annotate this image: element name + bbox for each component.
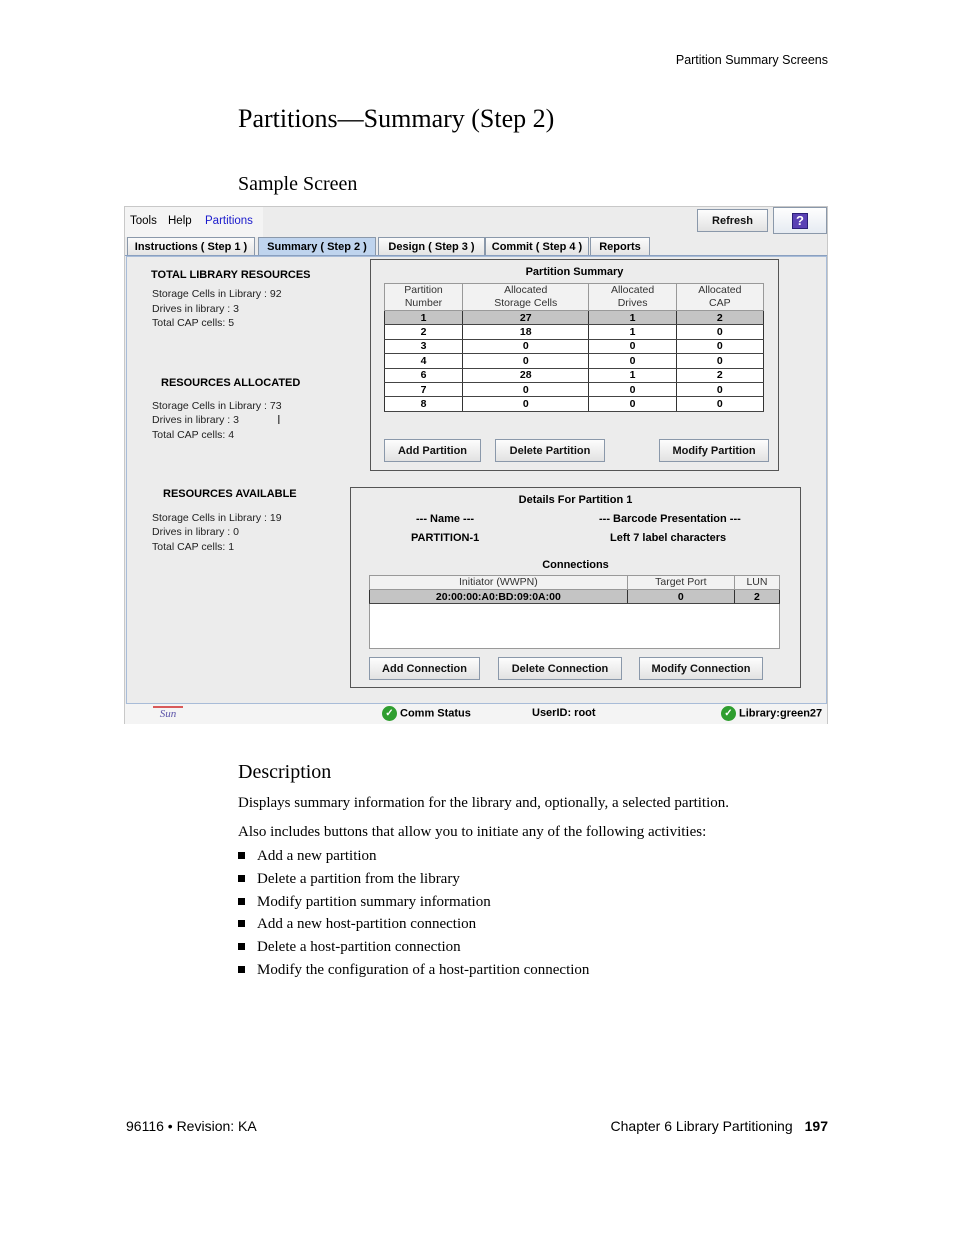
library-status-label: Library:green27: [739, 707, 823, 720]
header-line: Drives: [617, 297, 648, 309]
table-cell: 0: [463, 382, 589, 396]
table-cell: 0: [676, 354, 763, 368]
sun-logo-icon: Sun: [153, 706, 183, 722]
table-cell: 1: [589, 311, 676, 325]
footer-revision: 96116 • Revision: KA: [126, 1118, 257, 1134]
tab-reports[interactable]: Reports: [590, 237, 650, 255]
name-value: PARTITION-1: [411, 532, 480, 544]
available-cap-cells: Total CAP cells: 1: [152, 541, 235, 553]
header-line: Allocated: [504, 284, 548, 296]
table-cell: 0: [676, 382, 763, 396]
delete-connection-button[interactable]: Delete Connection: [498, 657, 622, 680]
partition-summary-title: Partition Summary: [525, 266, 624, 278]
table-cell: 28: [463, 368, 589, 382]
connections-column-header[interactable]: Initiator (WWPN): [370, 576, 628, 590]
tab-design[interactable]: Design ( Step 3 ): [378, 237, 485, 255]
table-row[interactable]: [385, 339, 764, 353]
refresh-button[interactable]: Refresh: [697, 209, 768, 232]
summary-column-header[interactable]: [385, 284, 463, 311]
barcode-label: --- Barcode Presentation ---: [599, 513, 741, 525]
square-bullet-icon: [238, 920, 245, 927]
footer-chapter-title: Chapter 6 Library Partitioning: [610, 1118, 793, 1134]
header-line: CAP: [709, 297, 731, 309]
tab-commit[interactable]: Commit ( Step 4 ): [485, 237, 589, 255]
table-row[interactable]: [385, 311, 764, 325]
menu-partitions[interactable]: Partitions: [205, 215, 253, 227]
table-cell: 2: [676, 311, 763, 325]
help-button[interactable]: [773, 207, 827, 234]
list-item-text: Add a new partition: [257, 848, 377, 864]
summary-column-header[interactable]: [676, 284, 763, 311]
user-id: UserID: root: [532, 707, 596, 719]
available-drives: Drives in library : 0: [152, 526, 239, 538]
list-item-text: Delete a host-partition connection: [257, 939, 461, 956]
table-cell: 0: [463, 339, 589, 353]
connections-column-header[interactable]: Target Port: [627, 576, 734, 590]
table-cell: 0: [676, 339, 763, 353]
table-row[interactable]: [385, 382, 764, 396]
table-cell: 4: [385, 354, 463, 368]
table-row[interactable]: [385, 354, 764, 368]
table-cell: 2: [385, 325, 463, 339]
question-mark-icon: ?: [792, 213, 808, 229]
modify-connection-button[interactable]: Modify Connection: [639, 657, 763, 680]
delete-partition-button[interactable]: Delete Partition: [495, 439, 605, 462]
list-item-text: Add a new host-partition connection: [257, 916, 477, 933]
allocated-cap-cells: Total CAP cells: 4: [152, 429, 235, 441]
comm-status-label: Comm Status: [400, 707, 471, 720]
table-cell: 0: [463, 397, 589, 411]
table-row[interactable]: [385, 397, 764, 411]
table-cell: 2: [676, 368, 763, 382]
description-paragraph-2: Also includes buttons that allow you to initiate any of the following activities:: [238, 824, 707, 840]
connections-column-header[interactable]: LUN: [734, 576, 779, 590]
name-label: --- Name ---: [416, 513, 475, 525]
table-cell: 20:00:00:A0:BD:09:0A:00: [370, 590, 628, 604]
tab-summary[interactable]: Summary ( Step 2 ): [258, 237, 376, 255]
header-line: Storage Cells: [494, 297, 558, 309]
list-item: [238, 845, 589, 868]
running-header: Partition Summary Screens: [675, 53, 828, 67]
square-bullet-icon: [238, 898, 245, 905]
check-circle-icon: ✓: [382, 706, 397, 721]
description-heading: Description: [238, 761, 332, 783]
summary-column-header[interactable]: [463, 284, 589, 311]
header-line: Partition: [404, 284, 443, 296]
table-cell: 0: [589, 339, 676, 353]
sample-screen-heading: Sample Screen: [238, 173, 358, 195]
table-cell: 1: [589, 325, 676, 339]
connections-table[interactable]: [369, 575, 780, 604]
comm-status: [382, 706, 471, 721]
partition-details-panel: [350, 487, 801, 688]
page-title: Partitions—Summary (Step 2): [238, 104, 555, 133]
menu-bar: [125, 207, 263, 237]
status-bar: [125, 704, 827, 724]
step-tabs: [125, 237, 827, 256]
table-cell: 6: [385, 368, 463, 382]
add-partition-button[interactable]: Add Partition: [384, 439, 481, 462]
menu-help[interactable]: Help: [168, 215, 192, 227]
footer-chapter: [611, 1118, 828, 1134]
square-bullet-icon: [238, 852, 245, 859]
table-row[interactable]: [385, 368, 764, 382]
allocated-drives: Drives in library : 3: [152, 414, 239, 426]
check-circle-icon: ✓: [721, 706, 736, 721]
total-cap-cells: Total CAP cells: 5: [152, 317, 235, 329]
list-item-text: Delete a partition from the library: [257, 870, 460, 887]
total-drives: Drives in library : 3: [152, 303, 239, 315]
connections-label: Connections: [542, 559, 609, 571]
square-bullet-icon: [238, 875, 245, 882]
menu-tools[interactable]: Tools: [130, 215, 157, 227]
table-cell: 1: [589, 368, 676, 382]
list-item: [238, 868, 589, 891]
square-bullet-icon: [238, 943, 245, 950]
app-screenshot: [124, 206, 828, 724]
table-cell: 18: [463, 325, 589, 339]
summary-column-header[interactable]: [589, 284, 676, 311]
barcode-value: Left 7 label characters: [610, 532, 727, 544]
table-cell: 8: [385, 397, 463, 411]
activity-list: [238, 845, 589, 982]
table-cell: 27: [463, 311, 589, 325]
header-line: Allocated: [698, 284, 742, 296]
list-item: [238, 959, 589, 982]
table-cell: 0: [627, 590, 734, 604]
partition-summary-panel: [370, 259, 779, 471]
list-item-text: Modify partition summary information: [257, 893, 491, 910]
allocated-storage-cells: Storage Cells in Library : 73: [152, 400, 282, 412]
table-cell: 0: [589, 382, 676, 396]
header-line: Number: [404, 297, 443, 309]
table-row[interactable]: [370, 590, 780, 604]
summary-content: [126, 256, 827, 704]
add-connection-button[interactable]: Add Connection: [369, 657, 480, 680]
table-row[interactable]: [385, 325, 764, 339]
list-item: [238, 913, 589, 936]
total-resources-heading: TOTAL LIBRARY RESOURCES: [151, 269, 311, 281]
library-status: [721, 706, 822, 721]
table-cell: 3: [385, 339, 463, 353]
details-title: Details For Partition 1: [518, 494, 633, 506]
table-cell: 0: [676, 325, 763, 339]
table-cell: 0: [676, 397, 763, 411]
table-cell: 2: [734, 590, 779, 604]
partition-summary-table[interactable]: [384, 283, 764, 412]
table-cell: 0: [589, 354, 676, 368]
modify-partition-button[interactable]: Modify Partition: [659, 439, 769, 462]
text-cursor-icon: I: [277, 412, 281, 427]
page-number: 197: [804, 1118, 828, 1134]
table-cell: 1: [385, 311, 463, 325]
total-storage-cells: Storage Cells in Library : 92: [152, 288, 282, 300]
allocated-resources-heading: RESOURCES ALLOCATED: [161, 377, 301, 389]
description-paragraph-1: Displays summary information for the library and, optionally, a selected partition.: [238, 795, 729, 811]
list-item: [238, 891, 589, 914]
list-item-text: Modify the configuration of a host-partition connection: [257, 961, 590, 978]
square-bullet-icon: [238, 966, 245, 973]
table-cell: 7: [385, 382, 463, 396]
tab-instructions[interactable]: Instructions ( Step 1 ): [127, 237, 255, 255]
available-storage-cells: Storage Cells in Library : 19: [152, 512, 282, 524]
header-line: Allocated: [610, 284, 655, 296]
table-cell: 0: [589, 397, 676, 411]
available-resources-heading: RESOURCES AVAILABLE: [163, 488, 297, 500]
table-cell: 0: [463, 354, 589, 368]
list-item: [238, 936, 589, 959]
